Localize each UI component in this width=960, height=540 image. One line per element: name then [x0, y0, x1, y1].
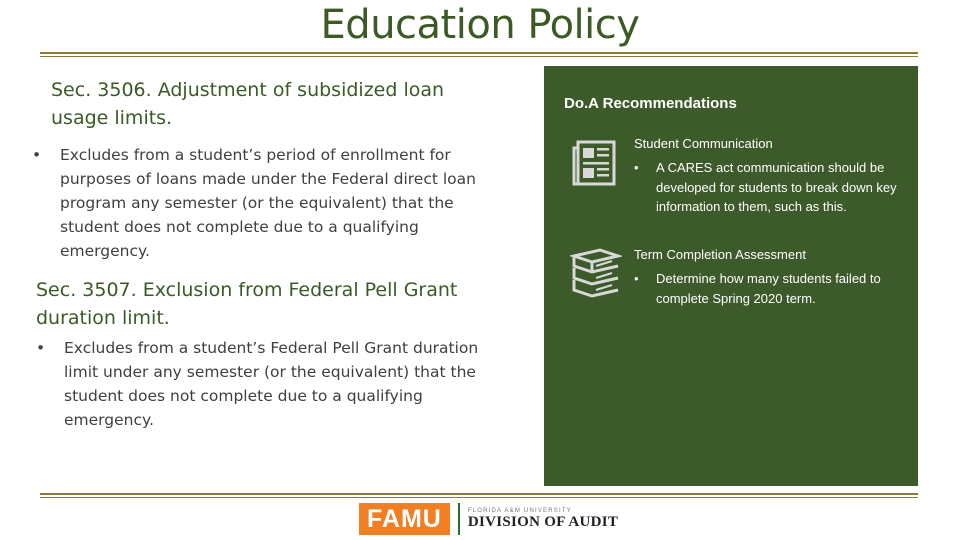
slide-title: Education Policy — [320, 2, 640, 48]
top-rule-thin — [40, 56, 918, 57]
books-icon — [570, 248, 622, 300]
panel-title: Do.A Recommendations — [564, 95, 737, 112]
bullet-text: Excludes from a student’s period of enrollment for purposes of loans made under the Federal direct loan program any semester (or the equivalent) that the student does not complete due to a qualifying emergency. — [60, 146, 476, 260]
famu-logo: FAMU — [359, 503, 450, 535]
recommendation-heading-assessment: Term Completion Assessment — [634, 247, 806, 262]
bottom-rule-thin — [40, 497, 918, 498]
recommendation-heading-communication: Student Communication — [634, 136, 773, 151]
section-bullet-3507 — [36, 336, 496, 432]
recommendation-bullet-assessment — [634, 269, 906, 308]
section-bullet-3506 — [32, 143, 490, 263]
bullet-text: Excludes from a student’s Federal Pell Grant duration limit under any semester (or the equivalent) that the student does not complete due to a qualifying emergency. — [64, 339, 479, 429]
division-name: DIVISION OF AUDIT — [467, 513, 619, 530]
document-icon — [572, 140, 616, 186]
section-heading-3507: Sec. 3507. Exclusion from Federal Pell Grant duration limit. — [36, 279, 458, 329]
bullet-glyph: • — [32, 146, 42, 164]
top-rule — [40, 52, 918, 54]
bullet-text: Determine how many students failed to complete Spring 2020 term. — [656, 271, 881, 306]
bullet-glyph: • — [634, 160, 639, 175]
university-name: FLORIDA A&M UNIVERSITY — [467, 507, 572, 514]
division-label — [468, 508, 618, 531]
bullet-text: A CARES act communication should be developed for students to break down key information to them, such as this. — [656, 160, 897, 214]
section-heading-3506: Sec. 3506. Adjustment of subsidized loan usage limits. — [51, 79, 445, 129]
bullet-glyph: • — [36, 339, 46, 357]
logo-divider — [458, 503, 460, 535]
recommendations-panel — [544, 66, 918, 486]
bullet-glyph: • — [634, 271, 639, 286]
recommendation-bullet-communication — [634, 158, 906, 217]
bottom-rule — [40, 493, 918, 495]
footer-logo — [359, 503, 618, 535]
